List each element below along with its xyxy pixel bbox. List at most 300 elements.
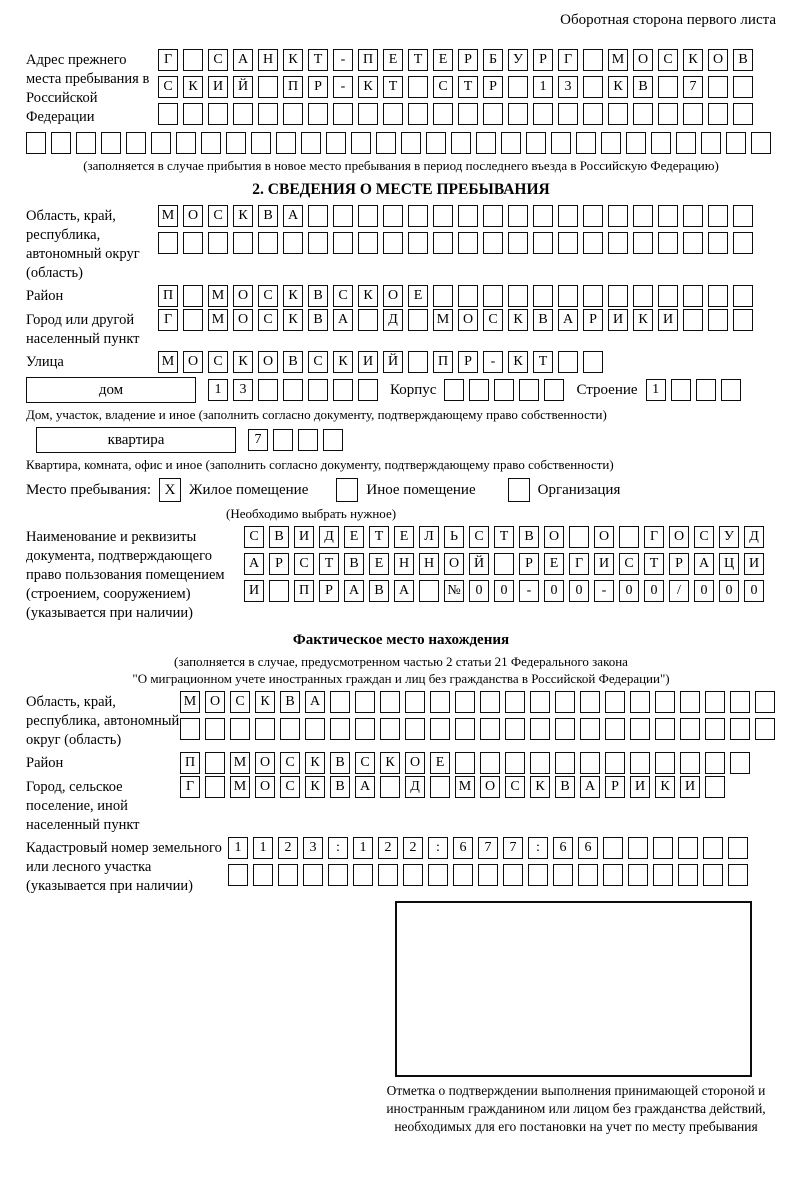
char-cell: Б: [483, 49, 503, 71]
char-cell: [605, 718, 625, 740]
char-cell: [558, 232, 578, 254]
stay-type-label: Место пребывания:: [26, 481, 151, 498]
char-cell: 0: [694, 580, 714, 602]
char-cell: Й: [383, 351, 403, 373]
char-cell: К: [233, 205, 253, 227]
char-cell: С: [658, 49, 678, 71]
char-cell: [433, 103, 453, 125]
char-cell: [655, 691, 675, 713]
char-cell: [180, 718, 200, 740]
char-cell: [380, 776, 400, 798]
char-cell: 0: [494, 580, 514, 602]
char-cell: К: [183, 76, 203, 98]
char-cell: [376, 132, 396, 154]
char-cell: К: [283, 309, 303, 331]
char-cell: [476, 132, 496, 154]
organization-label: Организация: [537, 481, 621, 498]
document-row-1: [244, 526, 764, 548]
char-cell: [458, 232, 478, 254]
char-cell: К: [508, 351, 528, 373]
char-cell: [176, 132, 196, 154]
char-cell: [408, 309, 428, 331]
char-cell: Г: [558, 49, 578, 71]
char-cell: А: [355, 776, 375, 798]
char-cell: Г: [158, 309, 178, 331]
char-cell: [680, 718, 700, 740]
char-cell: [428, 864, 448, 886]
char-cell: [433, 285, 453, 307]
char-cell: 1: [353, 837, 373, 859]
char-cell: Д: [383, 309, 403, 331]
char-cell: [553, 864, 573, 886]
char-cell: [408, 76, 428, 98]
char-cell: О: [708, 49, 728, 71]
char-cell: [455, 691, 475, 713]
residential-checkbox: X: [159, 478, 181, 502]
char-cell: :: [428, 837, 448, 859]
char-cell: [353, 864, 373, 886]
char-cell: [444, 379, 464, 401]
char-cell: [401, 132, 421, 154]
char-cell: В: [280, 691, 300, 713]
char-cell: [705, 752, 725, 774]
char-cell: [608, 232, 628, 254]
char-cell: К: [380, 752, 400, 774]
cadastral-field: [26, 837, 776, 896]
actual-city-label: Город, сельское поселение, иной населенный пункт: [26, 779, 140, 833]
char-cell: [430, 691, 450, 713]
house-type-box: дом: [26, 377, 196, 403]
char-cell: [308, 103, 328, 125]
char-cell: [730, 691, 750, 713]
char-cell: 7: [478, 837, 498, 859]
char-cell: [580, 718, 600, 740]
char-cell: О: [233, 285, 253, 307]
char-cell: М: [158, 351, 178, 373]
char-cell: Е: [394, 526, 414, 548]
char-cell: [380, 718, 400, 740]
char-cell: [655, 718, 675, 740]
char-cell: В: [519, 526, 539, 548]
char-cell: [733, 309, 753, 331]
char-cell: В: [269, 526, 289, 548]
char-cell: У: [719, 526, 739, 548]
char-cell: [605, 752, 625, 774]
char-cell: [408, 205, 428, 227]
char-cell: [508, 285, 528, 307]
char-cell: 2: [278, 837, 298, 859]
char-cell: [655, 752, 675, 774]
char-cell: [583, 49, 603, 71]
char-cell: [483, 103, 503, 125]
char-cell: Т: [319, 553, 339, 575]
char-cell: [278, 864, 298, 886]
char-cell: [628, 837, 648, 859]
char-cell: [480, 718, 500, 740]
char-cell: Д: [405, 776, 425, 798]
char-cell: В: [369, 580, 389, 602]
char-cell: [205, 718, 225, 740]
stamp-caption: Отметка о подтверждении выполнения принимающей стороной и иностранным гражданином или лицом без гражданства действий, необходимых для его постановки на учет по месту пребывания: [386, 1083, 766, 1134]
char-cell: [530, 718, 550, 740]
char-cell: [583, 76, 603, 98]
char-cell: 0: [744, 580, 764, 602]
char-cell: [651, 132, 671, 154]
stay-option-residential: [159, 478, 308, 502]
char-cell: П: [180, 752, 200, 774]
char-cell: [708, 309, 728, 331]
char-cell: [705, 776, 725, 798]
char-cell: [505, 691, 525, 713]
char-cell: Р: [669, 553, 689, 575]
char-cell: [583, 103, 603, 125]
char-cell: 0: [619, 580, 639, 602]
char-cell: [276, 132, 296, 154]
char-cell: И: [744, 553, 764, 575]
stay-caption: (Необходимо выбрать нужное): [226, 506, 397, 521]
char-cell: [455, 718, 475, 740]
char-cell: В: [258, 205, 278, 227]
char-cell: [483, 232, 503, 254]
char-cell: В: [308, 309, 328, 331]
char-cell: [308, 232, 328, 254]
char-cell: А: [233, 49, 253, 71]
char-cell: [330, 718, 350, 740]
char-cell: С: [505, 776, 525, 798]
char-cell: 2: [378, 837, 398, 859]
char-cell: [630, 718, 650, 740]
char-cell: [76, 132, 96, 154]
char-cell: [383, 232, 403, 254]
cadastral-label: Кадастровый номер земельного или лесного участка (указывается при наличии): [26, 840, 222, 894]
char-cell: [701, 132, 721, 154]
char-cell: [580, 691, 600, 713]
char-cell: [358, 205, 378, 227]
char-cell: А: [558, 309, 578, 331]
char-cell: [383, 103, 403, 125]
char-cell: [455, 752, 475, 774]
char-cell: [530, 752, 550, 774]
char-cell: И: [608, 309, 628, 331]
char-cell: А: [283, 205, 303, 227]
char-cell: В: [733, 49, 753, 71]
char-cell: С: [280, 776, 300, 798]
char-cell: 7: [683, 76, 703, 98]
char-cell: И: [630, 776, 650, 798]
char-cell: С: [244, 526, 264, 548]
char-cell: [451, 132, 471, 154]
char-cell: [703, 837, 723, 859]
char-cell: 1: [646, 379, 666, 401]
char-cell: В: [533, 309, 553, 331]
char-cell: :: [528, 837, 548, 859]
char-cell: Ц: [719, 553, 739, 575]
char-cell: [358, 379, 378, 401]
char-cell: [683, 309, 703, 331]
char-cell: [233, 232, 253, 254]
char-cell: О: [205, 691, 225, 713]
char-cell: К: [358, 285, 378, 307]
char-cell: О: [458, 309, 478, 331]
char-cell: -: [333, 76, 353, 98]
char-cell: 0: [719, 580, 739, 602]
char-cell: 7: [248, 429, 268, 451]
char-cell: С: [333, 285, 353, 307]
char-cell: М: [180, 691, 200, 713]
char-cell: [330, 691, 350, 713]
char-cell: К: [255, 691, 275, 713]
char-cell: Е: [408, 285, 428, 307]
char-cell: [678, 864, 698, 886]
char-cell: 3: [558, 76, 578, 98]
char-cell: В: [344, 553, 364, 575]
char-cell: А: [394, 580, 414, 602]
char-cell: К: [283, 49, 303, 71]
char-cell: К: [530, 776, 550, 798]
char-cell: К: [508, 309, 528, 331]
char-cell: М: [455, 776, 475, 798]
other-premises-checkbox: [336, 478, 358, 502]
char-cell: [208, 232, 228, 254]
char-cell: [728, 837, 748, 859]
char-cell: [333, 232, 353, 254]
char-cell: [251, 132, 271, 154]
char-cell: -: [519, 580, 539, 602]
char-cell: [433, 232, 453, 254]
char-cell: [280, 718, 300, 740]
char-cell: Р: [269, 553, 289, 575]
char-cell: Р: [583, 309, 603, 331]
char-cell: 3: [303, 837, 323, 859]
char-cell: [201, 132, 221, 154]
document-row-3: [244, 580, 764, 602]
char-cell: [683, 232, 703, 254]
char-cell: С: [308, 351, 328, 373]
char-cell: [583, 285, 603, 307]
char-cell: О: [255, 752, 275, 774]
char-cell: [494, 553, 514, 575]
apartment-row: [26, 427, 776, 453]
char-cell: [494, 379, 514, 401]
char-cell: [678, 837, 698, 859]
char-cell: М: [208, 309, 228, 331]
char-cell: [226, 132, 246, 154]
char-cell: Т: [369, 526, 389, 548]
char-cell: И: [294, 526, 314, 548]
char-cell: [205, 776, 225, 798]
char-cell: К: [358, 76, 378, 98]
char-cell: К: [283, 285, 303, 307]
char-cell: [683, 103, 703, 125]
char-cell: [578, 864, 598, 886]
char-cell: [533, 205, 553, 227]
char-cell: [658, 285, 678, 307]
char-cell: Р: [319, 580, 339, 602]
char-cell: 1: [208, 379, 228, 401]
char-cell: [628, 864, 648, 886]
char-cell: [708, 285, 728, 307]
document-label: Наименование и реквизиты документа, подтверждающего право пользования помещением (строением, сооружением) (указывается при наличии): [26, 529, 225, 621]
char-cell: [480, 691, 500, 713]
char-cell: [608, 285, 628, 307]
char-cell: К: [608, 76, 628, 98]
char-cell: К: [305, 776, 325, 798]
char-cell: М: [433, 309, 453, 331]
page-header-note: Оборотная сторона первого листа: [560, 12, 776, 28]
actual-location-title: Фактическое место нахождения: [292, 632, 510, 648]
char-cell: Н: [258, 49, 278, 71]
cadastral-row-2: [228, 864, 748, 886]
char-cell: О: [383, 285, 403, 307]
char-cell: [508, 232, 528, 254]
char-cell: :: [328, 837, 348, 859]
char-cell: [608, 205, 628, 227]
char-cell: Е: [430, 752, 450, 774]
char-cell: Р: [533, 49, 553, 71]
char-cell: Р: [605, 776, 625, 798]
char-cell: [358, 103, 378, 125]
char-cell: И: [358, 351, 378, 373]
district-label: Район: [26, 288, 64, 304]
region-row-2: [158, 232, 753, 254]
char-cell: В: [555, 776, 575, 798]
char-cell: [505, 718, 525, 740]
char-cell: [323, 429, 343, 451]
char-cell: [383, 205, 403, 227]
char-cell: [405, 691, 425, 713]
char-cell: К: [333, 351, 353, 373]
char-cell: П: [158, 285, 178, 307]
char-cell: [755, 691, 775, 713]
char-cell: [658, 103, 678, 125]
stay-option-other: [336, 478, 475, 502]
char-cell: [603, 864, 623, 886]
char-cell: [26, 132, 46, 154]
char-cell: [696, 379, 716, 401]
char-cell: [433, 205, 453, 227]
char-cell: 6: [578, 837, 598, 859]
char-cell: [258, 232, 278, 254]
char-cell: [544, 379, 564, 401]
char-cell: [480, 752, 500, 774]
char-cell: [430, 776, 450, 798]
char-cell: [733, 103, 753, 125]
house-number-cells: [208, 379, 378, 401]
char-cell: [273, 429, 293, 451]
char-cell: [183, 103, 203, 125]
char-cell: [583, 232, 603, 254]
char-cell: [733, 76, 753, 98]
char-cell: О: [669, 526, 689, 548]
char-cell: [630, 752, 650, 774]
char-cell: [576, 132, 596, 154]
char-cell: [283, 379, 303, 401]
char-cell: [653, 864, 673, 886]
char-cell: [653, 837, 673, 859]
char-cell: С: [230, 691, 250, 713]
char-cell: 6: [453, 837, 473, 859]
char-cell: [633, 205, 653, 227]
char-cell: Е: [544, 553, 564, 575]
char-cell: [726, 132, 746, 154]
char-cell: [233, 103, 253, 125]
char-cell: [680, 752, 700, 774]
document-field: [26, 526, 776, 623]
char-cell: Г: [569, 553, 589, 575]
char-cell: И: [244, 580, 264, 602]
char-cell: С: [158, 76, 178, 98]
char-cell: П: [433, 351, 453, 373]
char-cell: [430, 718, 450, 740]
char-cell: О: [258, 351, 278, 373]
char-cell: [558, 103, 578, 125]
char-cell: О: [405, 752, 425, 774]
char-cell: 0: [469, 580, 489, 602]
char-cell: Е: [369, 553, 389, 575]
char-cell: О: [183, 205, 203, 227]
char-cell: Й: [469, 553, 489, 575]
char-cell: С: [208, 205, 228, 227]
char-cell: 1: [253, 837, 273, 859]
prev-address-label: Адрес прежнего места пребывания в Российской Федерации: [26, 52, 150, 125]
char-cell: [183, 49, 203, 71]
char-cell: [503, 864, 523, 886]
char-cell: С: [355, 752, 375, 774]
residential-label: Жилое помещение: [189, 481, 309, 498]
char-cell: И: [594, 553, 614, 575]
prev-address-row-1: [158, 49, 753, 71]
char-cell: П: [358, 49, 378, 71]
char-cell: Т: [458, 76, 478, 98]
char-cell: Т: [494, 526, 514, 548]
char-cell: [680, 691, 700, 713]
char-cell: С: [483, 309, 503, 331]
char-cell: 1: [228, 837, 248, 859]
char-cell: [419, 580, 439, 602]
char-cell: К: [655, 776, 675, 798]
char-cell: К: [305, 752, 325, 774]
char-cell: [458, 103, 478, 125]
char-cell: 0: [644, 580, 664, 602]
char-cell: Т: [308, 49, 328, 71]
char-cell: /: [669, 580, 689, 602]
char-cell: [658, 76, 678, 98]
char-cell: [733, 205, 753, 227]
char-cell: О: [544, 526, 564, 548]
char-cell: 1: [533, 76, 553, 98]
char-cell: [51, 132, 71, 154]
char-cell: С: [469, 526, 489, 548]
char-cell: [283, 103, 303, 125]
street-label: Улица: [26, 354, 64, 370]
char-cell: [355, 718, 375, 740]
char-cell: [258, 379, 278, 401]
char-cell: Р: [519, 553, 539, 575]
city-field: [26, 309, 776, 349]
char-cell: [519, 379, 539, 401]
char-cell: [721, 379, 741, 401]
char-cell: Т: [383, 76, 403, 98]
char-cell: [308, 379, 328, 401]
char-cell: В: [283, 351, 303, 373]
char-cell: [458, 285, 478, 307]
actual-region-row-2: [180, 718, 775, 740]
char-cell: [555, 691, 575, 713]
char-cell: [351, 132, 371, 154]
char-cell: С: [208, 49, 228, 71]
char-cell: [301, 132, 321, 154]
char-cell: С: [619, 553, 639, 575]
